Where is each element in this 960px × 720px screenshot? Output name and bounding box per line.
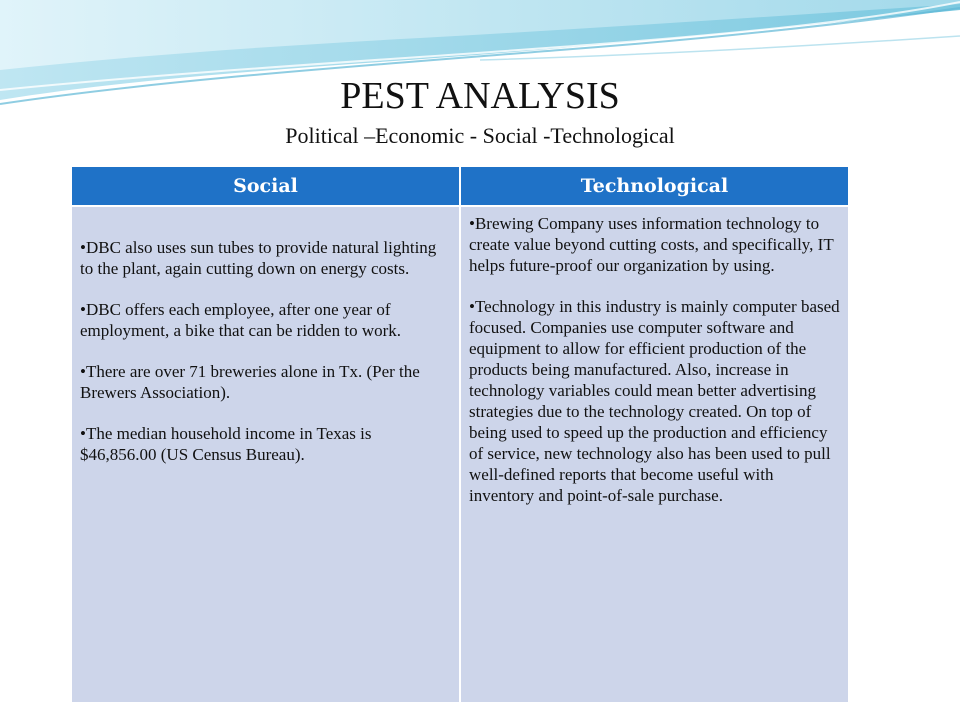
social-bullet: •The median household income in Texas is $46,856.00 (US Census Bureau).	[80, 424, 372, 464]
technological-cell	[460, 206, 848, 702]
technological-bullet: •Brewing Company uses information technology to create value beyond cutting costs, and specifically, IT helps future-proof our organization by using.	[469, 214, 834, 275]
social-bullet: •DBC also uses sun tubes to provide natural lighting to the plant, again cutting down on energy costs.	[80, 238, 437, 278]
pest-table	[72, 167, 848, 702]
page-title: PEST ANALYSIS	[340, 75, 620, 117]
social-bullet: •There are over 71 breweries alone in Tx. (Per the Brewers Association).	[80, 362, 420, 402]
header-technological: Technological	[460, 167, 848, 206]
page-subtitle: Political –Economic - Social -Technological	[285, 123, 675, 148]
technological-bullet: •Technology in this industry is mainly computer based focused. Companies use computer software and equipment to allow for efficient production of the products being manufactured. Also, increase in technology variables could mean better advertising strategies due to the technology created. On top of being used to speed up the production and efficiency of service, new technology also has been used to pull well-defined reports that become useful with inventory and point-of-sale purchase.	[469, 297, 840, 505]
social-bullet: •DBC offers each employee, after one year of employment, a bike that can be ridden to work.	[80, 300, 402, 340]
header-social: Social	[72, 167, 460, 206]
social-cell	[72, 206, 460, 702]
table-row	[72, 206, 848, 702]
table-header-row	[72, 167, 848, 206]
